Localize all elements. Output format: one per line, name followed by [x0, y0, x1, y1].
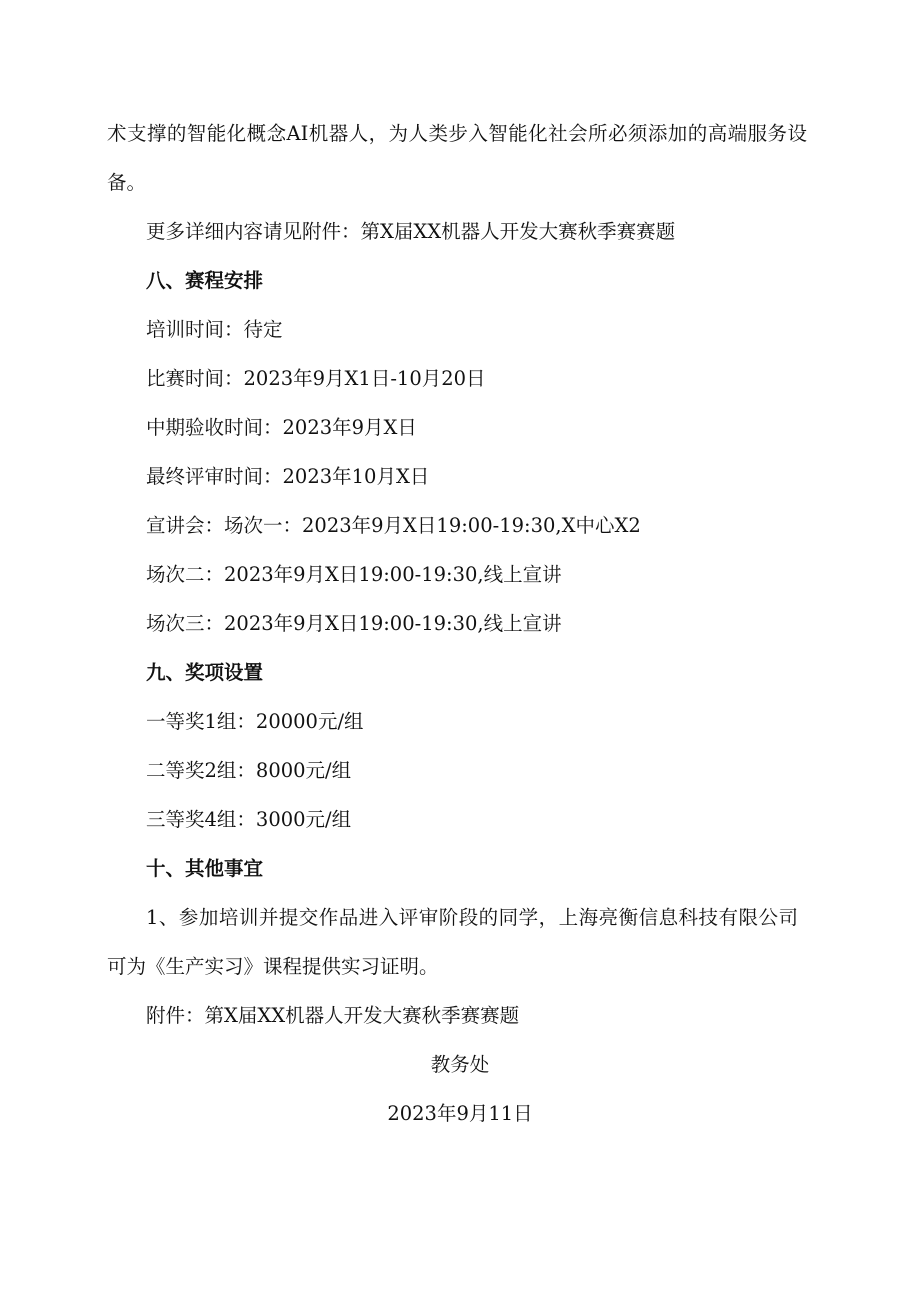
section-10-heading: 十、其他事宜 — [146, 857, 264, 880]
section-8-heading: 八、赛程安排 — [146, 269, 264, 292]
schedule-session-3: 场次三：2023年9月X日19:00-19:30,线上宣讲 — [146, 612, 562, 635]
section-9-heading: 九、奖项设置 — [146, 661, 264, 684]
signature-office: 教务处 — [430, 1053, 490, 1076]
intro-paragraph-line-1: 术支撑的智能化概念AI机器人，为人类步入智能化社会所必须添加的高端服务设 — [107, 122, 807, 145]
schedule-final-review: 最终评审时间：2023年10月X日 — [146, 465, 430, 488]
intro-paragraph-line-2: 备。 — [107, 171, 147, 194]
other-matters-line-2: 可为《生产实习》课程提供实习证明。 — [107, 955, 439, 978]
signature-date: 2023年9月11日 — [387, 1102, 533, 1125]
award-third-prize: 三等奖4组：3000元/组 — [146, 808, 352, 831]
attachment-note: 附件：第X届XX机器人开发大赛秋季赛赛题 — [146, 1004, 520, 1027]
award-first-prize: 一等奖1组：20000元/组 — [146, 710, 364, 733]
more-details-text: 更多详细内容请见附件：第X届XX机器人开发大赛秋季赛赛题 — [146, 220, 676, 243]
other-matters-line-1: 1、参加培训并提交作品进入评审阶段的同学，上海亮衡信息科技有限公司 — [146, 906, 798, 929]
schedule-training-time: 培训时间：待定 — [146, 318, 283, 341]
schedule-competition-time: 比赛时间：2023年9月X1日-10月20日 — [146, 367, 486, 390]
schedule-midterm-check: 中期验收时间：2023年9月X日 — [146, 416, 417, 439]
schedule-session-1: 宣讲会：场次一：2023年9月X日19:00-19:30,X中心X2 — [146, 514, 641, 537]
award-second-prize: 二等奖2组：8000元/组 — [146, 759, 352, 782]
schedule-session-2: 场次二：2023年9月X日19:00-19:30,线上宣讲 — [146, 563, 562, 586]
